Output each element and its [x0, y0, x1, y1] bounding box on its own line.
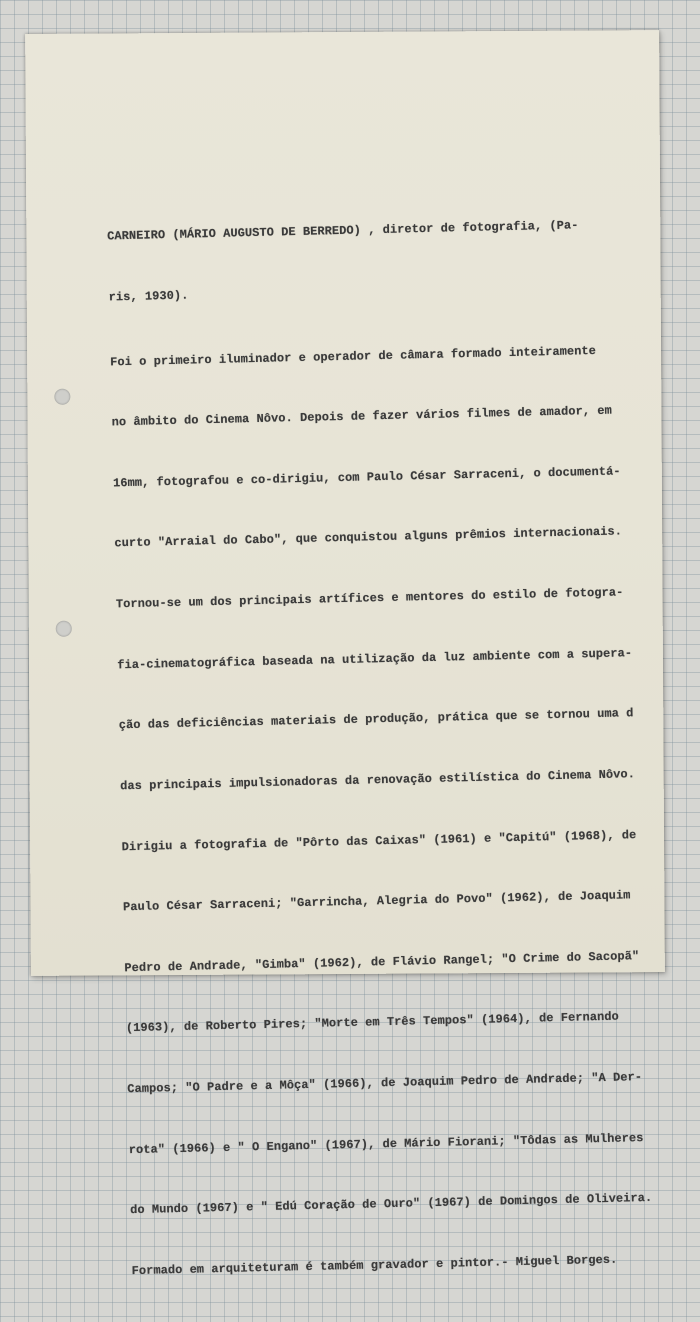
typewritten-text [106, 174, 673, 1322]
text-line: no âmbito do Cinema Nôvo. Depois de fazer vários filmes de amador, em [111, 403, 612, 430]
text-line: Tornou-se um dos principais artífices e mentores do estilo de fotogra- [115, 585, 624, 612]
text-line: fia-cinematográfica baseada na utilização da luz ambiente com a supera- [117, 645, 633, 672]
text-line: rota" (1966) e " O Engano" (1967), de Mário Fiorani; "Tôdas as Mulheres [128, 1130, 644, 1157]
text-line: Formado em arquiteturam é também gravador e pintor.- Miguel Borges. [131, 1252, 618, 1278]
text-line: Paulo César Sarraceni; "Garrincha, Alegria do Povo" (1962), de Joaquim [122, 888, 631, 915]
text-line: Foi o primeiro iluminador e operador de câmara formado inteiramente [110, 343, 597, 370]
paper-sheet [25, 30, 665, 1278]
punch-hole [56, 621, 72, 637]
heading-line: CARNEIRO (MÁRIO AUGUSTO DE BERREDO) , diretor de fotografia, (Pa- [107, 218, 579, 244]
text-line: do Mundo (1967) e " Edú Coração de Ouro" (1967) de Domingos de Oliveira. [130, 1191, 653, 1218]
text-line: das principais impulsionadoras da renovação estilística do Cinema Nôvo. [120, 767, 636, 794]
text-line: (1963), de Roberto Pires; "Morte em Três Tempos" (1964), de Fernando [125, 1009, 620, 1036]
text-line: ção das deficiências materiais de produção, prática que se tornou uma d [118, 706, 634, 733]
punch-hole [54, 389, 70, 405]
text-line: 16mm, fotografou e co-dirigiu, com Paulo César Sarraceni, o documentá- [112, 464, 621, 491]
text-line: ris, 1930). [108, 288, 189, 305]
text-line: Campos; "O Padre e a Môça" (1966), de Joaquim Pedro de Andrade; "A Der- [127, 1070, 643, 1097]
text-line: Pedro de Andrade, "Gimba" (1962), de Flávio Rangel; "O Crime do Sacopã" [124, 948, 640, 975]
text-line: Dirigiu a fotografia de "Pôrto das Caixas" (1961) e "Capitú" (1968), de [121, 827, 637, 854]
text-line: curto "Arraial do Cabo", que conquistou alguns prêmios internacionais. [114, 524, 623, 551]
